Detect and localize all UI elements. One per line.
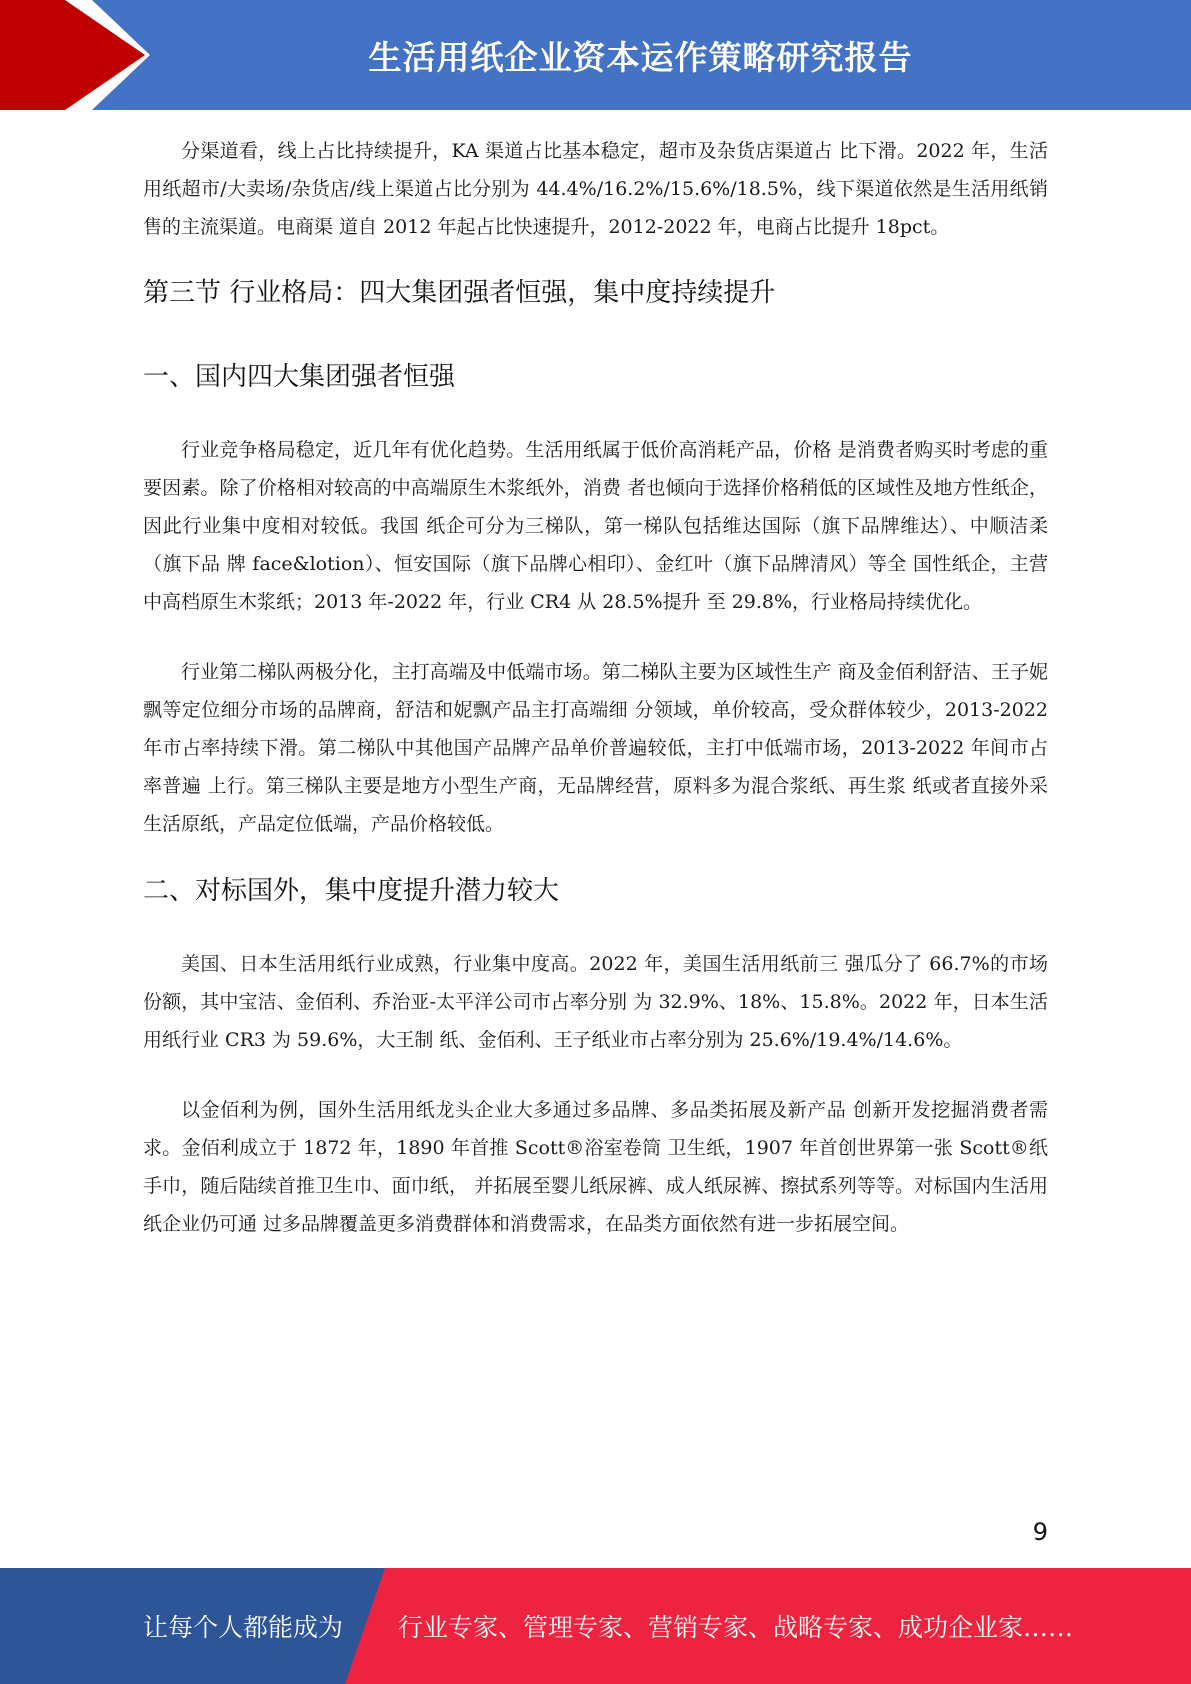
page-header: [0, 0, 1191, 110]
section-title: 第三节 行业格局：四大集团强者恒强，集中度持续提升: [143, 278, 776, 308]
paragraph-kimberly-clark: 以金佰利为例，国外生活用纸龙头企业大多通过多品牌、多品类拓展及新产品 创新开发挖掘消费者需求。金佰利成立于 1872 年，1890 年首推 Scott®浴室卷筒 卫生纸，1907 年首创世界第一张 Scott®纸手巾，随后陆续首推卫生巾、面巾纸， 并拓展至婴儿纸尿裤、成人纸尿裤、擦拭系列等等。对标国内生活用纸企业仍可通 过多品牌覆盖更多消费群体和消费需求，在品类方面依然有进一步拓展空间。: [143, 1099, 1048, 1235]
page-content: [143, 132, 1048, 1243]
paragraph-competition: 行业竞争格局稳定，近几年有优化趋势。生活用纸属于低价高消耗产品，价格 是消费者购买时考虑的重要因素。除了价格相对较高的中高端原生木浆纸外，消费 者也倾向于选择价格稍低的区域性及地方性纸企，因此行业集中度相对较低。我国 纸企可分为三梯队，第一梯队包括维达国际（旗下品牌维达）、中顺洁柔（旗下品 牌 face&lotion）、恒安国际（旗下品牌心相印）、金红叶（旗下品牌清风）等全 国性纸企，主营中高档原生木浆纸；2013 年-2022 年，行业 CR4 从 28.5%提升 至 29.8%，行业格局持续优化。: [143, 439, 1048, 613]
footer-slogan-right: 行业专家、管理专家、营销专家、战略专家、成功企业家……: [398, 1613, 1074, 1642]
paragraph-us-japan: 美国、日本生活用纸行业成熟，行业集中度高。2022 年，美国生活用纸前三 强瓜分了 66.7%的市场份额，其中宝洁、金佰利、乔治亚-太平洋公司市占率分别 为 32.9%、18%、15.8%。2022 年，日本生活用纸行业 CR3 为 59.6%，大王制 纸、金佰利、王子纸业市占率分别为 25.6%/19.4%/14.6%。: [143, 953, 1048, 1051]
paragraph-second-tier: 行业第二梯队两极分化，主打高端及中低端市场。第二梯队主要为区域性生产 商及金佰利舒洁、王子妮飘等定位细分市场的品牌商，舒洁和妮飘产品主打高端细 分领域，单价较高，受众群体较少，2013-2022 年市占率持续下滑。第二梯队中其他国产品牌产品单价普遍较低，主打中低端市场，2013-2022 年间市占率普遍 上行。第三梯队主要是地方小型生产商，无品牌经营，原料多为混合浆纸、再生浆 纸或者直接外采生活原纸，产品定位低端，产品价格较低。: [143, 661, 1048, 835]
subsection-title-domestic: 一、国内四大集团强者恒强: [143, 362, 456, 392]
paragraph-channels: 分渠道看，线上占比持续提升，KA 渠道占比基本稳定，超市及杂货店渠道占 比下滑。2022 年，生活用纸超市/大卖场/杂货店/线上渠道占比分别为 44.4%/16.2%/15.6%/18.5%，线下渠道依然是生活用纸销售的主流渠道。电商渠 道自 2012 年起占比快速提升，2012-2022 年，电商占比提升 18pct。: [143, 140, 1048, 238]
page-number: 9: [1032, 1518, 1048, 1546]
report-title: 生活用纸企业资本运作策略研究报告: [368, 37, 913, 77]
subsection-title-overseas: 二、对标国外，集中度提升潜力较大: [143, 876, 560, 906]
page-footer: [0, 1568, 1191, 1684]
footer-slogan-left: 让每个人都能成为: [143, 1613, 344, 1642]
